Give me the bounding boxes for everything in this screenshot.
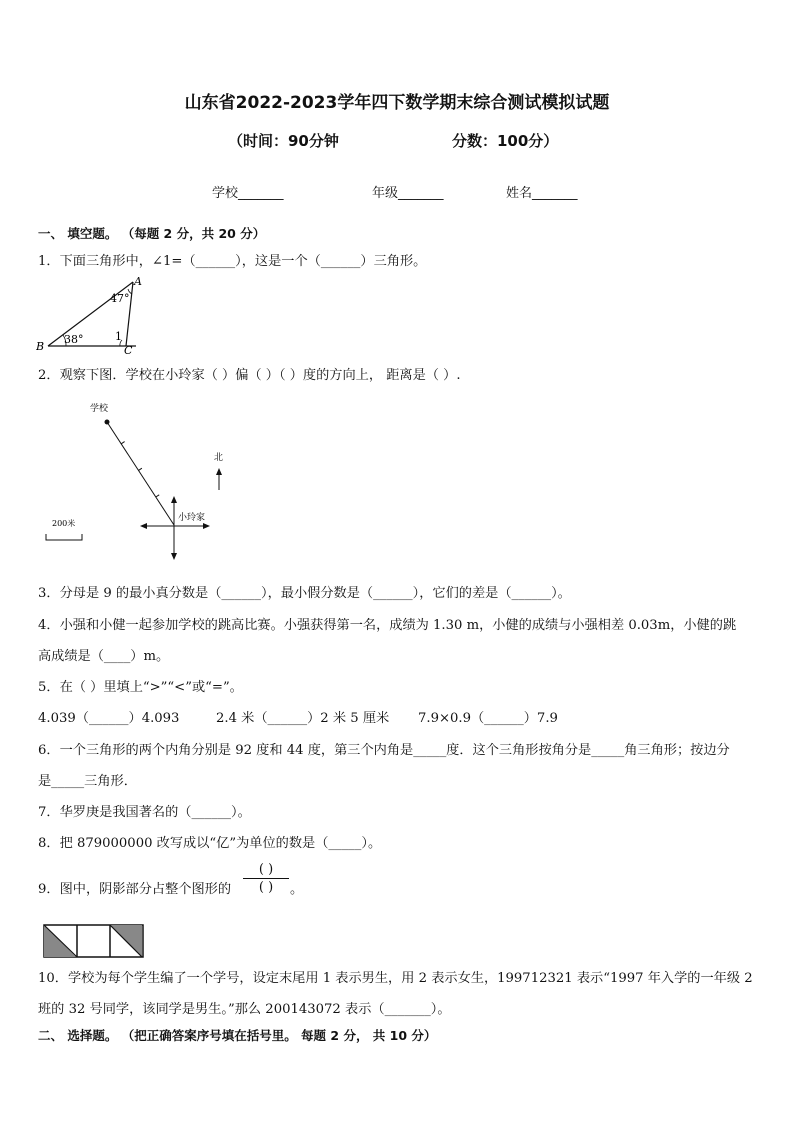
angle-b-label: 38° xyxy=(64,333,84,346)
fraction-blank xyxy=(243,862,289,895)
section-1-heading: 一、 填空题。 （每题 2 分，共 20 分） xyxy=(38,226,266,241)
vertex-c-label: C xyxy=(124,344,133,356)
north-label: 北 xyxy=(214,453,224,463)
question-6-line-1: 6．一个三角形的两个内角分别是 92 度和 44 度，第三个内角是_____度．这个三角形按角分是_____角三角形；按边分 xyxy=(38,743,730,758)
home-label: 小玲家 xyxy=(178,513,206,523)
section-2-heading: 二、 选择题。 （把正确答案序号填在括号里。 每题 2 分， 共 10 分） xyxy=(38,1028,437,1043)
page-title: 山东省2022-2023学年四下数学期末综合测试模拟试题 xyxy=(184,93,610,113)
question-5-item-1: 4.039（______）4.093 xyxy=(38,711,180,726)
angle-1-label: 1 xyxy=(115,330,122,343)
exam-time: （时间：90分钟 xyxy=(228,132,339,150)
triangle-figure xyxy=(36,272,146,356)
grade-field[interactable]: 年级_______ xyxy=(372,186,444,201)
question-10-line-1: 10．学校为每个学生编了一个学号，设定末尾用 1 表示男生，用 2 表示女生，199712321 表示“1997 年入学的一年级 2 xyxy=(38,971,753,986)
direction-map xyxy=(38,396,238,564)
shaded-squares-figure xyxy=(43,924,144,958)
question-8: 8．把 879000000 改写成以“亿”为单位的数是（_____）。 xyxy=(38,836,382,851)
vertex-a-label: A xyxy=(134,275,142,288)
angle-a-label: 47° xyxy=(110,292,130,305)
question-10-line-2: 班的 32 号同学，该同学是男生。”那么 200143072 表示（_______）。 xyxy=(38,1002,451,1017)
question-9: 9．图中，阴影部分占整个图形的 xyxy=(38,882,232,897)
question-7: 7．华罗庚是我国著名的（______）。 xyxy=(38,805,251,820)
question-5-item-3: 7.9×0.9（______）7.9 xyxy=(418,711,558,726)
fraction-numerator: ( ) xyxy=(258,862,274,877)
fraction-denominator: ( ) xyxy=(258,880,274,895)
vertex-b-label: B xyxy=(36,340,45,353)
question-9-period: 。 xyxy=(290,882,304,897)
scale-label: 200米 xyxy=(52,519,76,528)
question-1: 1．下面三角形中，∠1=（______），这是一个（______）三角形。 xyxy=(38,254,427,269)
school-label: 学校 xyxy=(90,404,109,414)
question-5-item-2: 2.4 米（______）2 米 5 厘米 xyxy=(216,711,390,726)
question-6-line-2: 是_____三角形． xyxy=(38,774,137,789)
question-5: 5．在（ ）里填上“>”“<”或“=”。 xyxy=(38,680,243,695)
question-4-line-2: 高成绩是（____）m。 xyxy=(38,649,170,664)
question-4-line-1: 4．小强和小健一起参加学校的跳高比赛。小强获得第一名，成绩为 1.30 m，小健的成绩与小强相差 0.03m，小健的跳 xyxy=(38,618,737,633)
name-field[interactable]: 姓名_______ xyxy=(506,186,578,201)
school-field[interactable]: 学校_______ xyxy=(212,186,284,201)
question-2: 2．观察下图．学校在小玲家（ ）偏（ ）（ ）度的方向上， 距离是（ ）. xyxy=(38,368,461,383)
exam-score: 分数：100分） xyxy=(452,132,559,150)
question-3: 3．分母是 9 的最小真分数是（______），最小假分数是（______），它们的差是（______）。 xyxy=(38,586,571,601)
